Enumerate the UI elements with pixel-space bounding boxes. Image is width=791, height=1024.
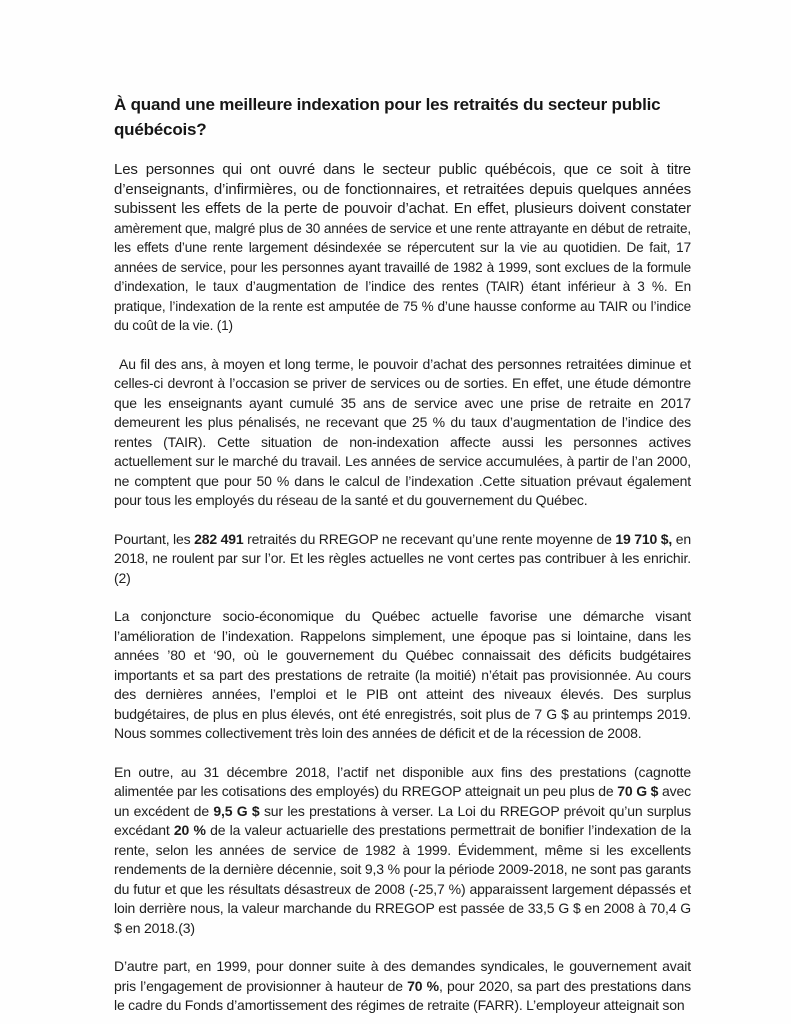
document-content bbox=[114, 92, 691, 1016]
text-run: D’autre part, en 1999, pour donner suite à des demandes syndicales, le gouvernement avait pris l’engagement de provisionner à hauteur de bbox=[114, 958, 691, 994]
text-run: 20 % bbox=[173, 822, 206, 838]
paragraph-5 bbox=[114, 763, 691, 939]
paragraph-3 bbox=[114, 530, 691, 589]
paragraph-1 bbox=[114, 160, 691, 336]
document-title: À quand une meilleure indexation pour les retraités du secteur public québécois? bbox=[114, 95, 661, 139]
text-run: amèrement que, malgré plus de 30 années de service et une rente attrayante en début de retraite, les effets d’une rente largement désindexée se répercutent sur la vie au quotidien. De fait, 17 années de service, pour les personnes ayant travaillé de 1982 à 1999, sont exclues de la formule d’indexation, le taux d’augmentation de l’indice des rentes (TAIR) étant inférieur à 3 %. En pratique, l’indexation de la rente est amputée de 75 % d’une hausse conforme au TAIR ou l’indice du coût de la vie. (1) bbox=[114, 220, 691, 333]
text-run: La conjoncture socio-économique du Québec actuelle favorise une démarche visant l’amélioration de l’indexation. Rappelons simplement, une époque pas si lointaine, dans les années ’80 et ‘90, où le gouvernement du Québec connaissait des déficits budgétaires importants et sa part des prestations de retraite (la moitié) n’était pas provisionnée. Au cours des dernières années, l’emploi et le PIB ont atteint des niveaux élevés. Des surplus budgétaires, de plus en plus élevés, ont été enregistrés, soit plus de 7 G $ au printemps 2019. Nous sommes collectivement très loin des années de déficit et de la récession de 2008. bbox=[114, 608, 691, 741]
text-run: 70 % bbox=[407, 977, 439, 994]
text-run: En outre, au 31 décembre 2018, l’actif net disponible aux fins des prestations (cagnotte alimentée par les cotisations des employés) du RREGOP atteignait un peu plus de bbox=[114, 763, 691, 799]
text-run: Pourtant, les bbox=[114, 530, 195, 547]
text-run: 19 710 $, bbox=[615, 530, 673, 547]
text-run: 9,5 G $ bbox=[213, 802, 260, 819]
paragraph-6 bbox=[114, 957, 691, 1016]
text-run: de la valeur actuarielle des prestations permettrait de bonifier l’indexation de la rente, selon les années de service de 1982 à 1999. Évidemment, même si les excellents rendements de la dernière décennie, soit 9,3 % pour la période 2009-2018, ne sont pas garants du futur et que les résultats désastreux de 2008 (-25,7 %) apparaissent largement dépassés et loin derrière nous, la valeur marchande du RREGOP est passée de 33,5 G $ en 2008 à 70,4 G $ en 2018.(3) bbox=[114, 822, 691, 936]
text-run: 282 491 bbox=[194, 530, 244, 547]
text-run: Au fil des ans, à moyen et long terme, le pouvoir d’achat des personnes retraitées diminue et celles-ci devront à l’occasion se priver de services ou de sorties. En effet, une étude démontre que les enseignants ayant cumulé 35 ans de service avec une prise de retraite en 2017 demeurent les plus pénalisés, ne recevant que 25 % du taux d’augmentation de l’indice des rentes (TAIR). Cette situation de non-indexation affecte aussi les personnes actives actuellement sur le marché du travail. Les années de service accumulées, à partir de l’an 2000, ne comptent que pour 50 % dans le calcul de l’indexation .Cette situation prévaut également pour tous les employés du réseau de la santé et du gouvernement du Québec. bbox=[114, 355, 691, 508]
text-run: Les personnes qui ont ouvré dans le secteur public québécois, que ce soit à titre d’enseignants, d’infirmières, ou de fonctionnaires, et retraitées depuis quelques années subissent les effets de la perte de pouvoir d’achat. En effet, plusieurs doivent constater bbox=[114, 161, 691, 217]
paragraph-2 bbox=[114, 355, 691, 511]
text-run: 70 G $ bbox=[617, 783, 659, 799]
text-run: sur les prestations à verser. La Loi du RREGOP prévoit qu’un surplus excédant bbox=[114, 802, 692, 838]
text-run: , pour 2020, sa part des prestations dans le cadre du Fonds d’amortissement des régimes de retraite (FARR). L’employeur atteignait son bbox=[114, 977, 691, 1013]
document-body bbox=[114, 160, 691, 1016]
paragraph-4 bbox=[114, 607, 691, 744]
text-run: avec un excédent de bbox=[114, 783, 691, 819]
text-run: en 2018, ne roulent par sur l’or. Et les règles actuelles ne vont certes pas contribuer à les enrichir.(2) bbox=[114, 530, 692, 586]
text-run: retraités du RREGOP ne recevant qu’une rente moyenne de bbox=[243, 530, 616, 547]
